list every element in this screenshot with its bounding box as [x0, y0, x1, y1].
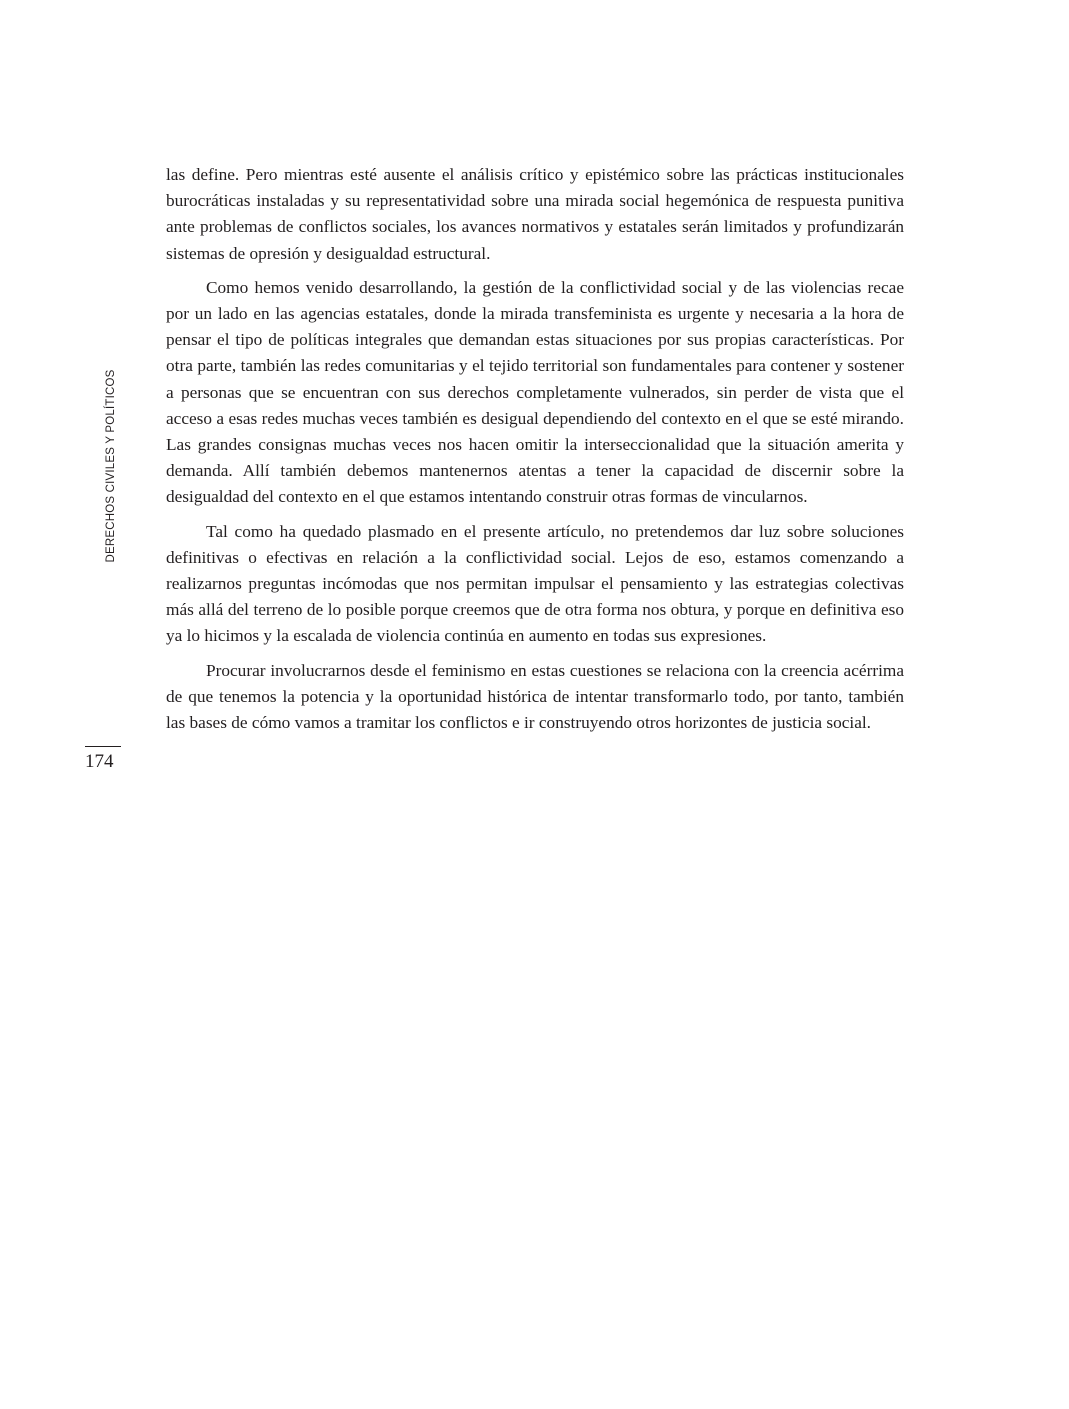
- running-head: DERECHOS CIVILES Y POLÍTICOS: [105, 369, 117, 563]
- page-number-rule: [85, 746, 121, 747]
- paragraph-4: Procurar involucrarnos desde el feminismo en estas cuestiones se relaciona con la creencia acérrima de que tenemos la potencia y la oportunidad histórica de intentar transformarlo todo, por tanto, también las bases de cómo vamos a tramitar los conflictos e ir construyendo otros horizontes de justicia social.: [166, 660, 904, 733]
- paragraph-1: las define. Pero mientras esté ausente el análisis crítico y epistémico sobre las prácticas institucionales burocráticas instaladas y su representatividad sobre una mirada social hegemónica de respuesta punitiva ante problemas de conflictos sociales, los avances normativos y estatales serán limitados y profundizarán sistemas de opresión y desigualdad estructural.: [166, 165, 904, 263]
- body-text: [166, 162, 904, 744]
- page-number: 174: [85, 751, 114, 772]
- paragraph-3: Tal como ha quedado plasmado en el presente artículo, no pretendemos dar luz sobre soluciones definitivas o efectivas en relación a la conflictividad social. Lejos de eso, estamos comenzando a realizarnos preguntas incómodas que nos permitan impulsar el pensamiento y las estrategias colectivas más allá del terreno de lo posible porque creemos que de otra forma nos obtura, y porque en definitiva eso ya lo hicimos y la escalada de violencia continúa en aumento en todas sus expresiones.: [166, 521, 904, 646]
- paragraph-2: Como hemos venido desarrollando, la gestión de la conflictividad social y de las violencias recae por un lado en las agencias estatales, donde la mirada transfeminista es urgente y necesaria a la hora de pensar el tipo de políticas integrales que demandan estas situaciones por sus propias características. Por otra parte, también las redes comunitarias y el tejido territorial son fundamentales para contener y sostener a personas que se encuentran con sus derechos completamente vulnerados, sin perder de vista que el acceso a esas redes muchas veces también es desigual dependiendo del contexto en el que se esté mirando. Las grandes consignas muchas veces nos hacen omitir la interseccionalidad que la situación amerita y demanda. Allí también debemos mantenernos atentas a tener la capacidad de discernir sobre la desigualdad del contexto en el que estamos intentando construir otras formas de vincularnos.: [166, 277, 904, 507]
